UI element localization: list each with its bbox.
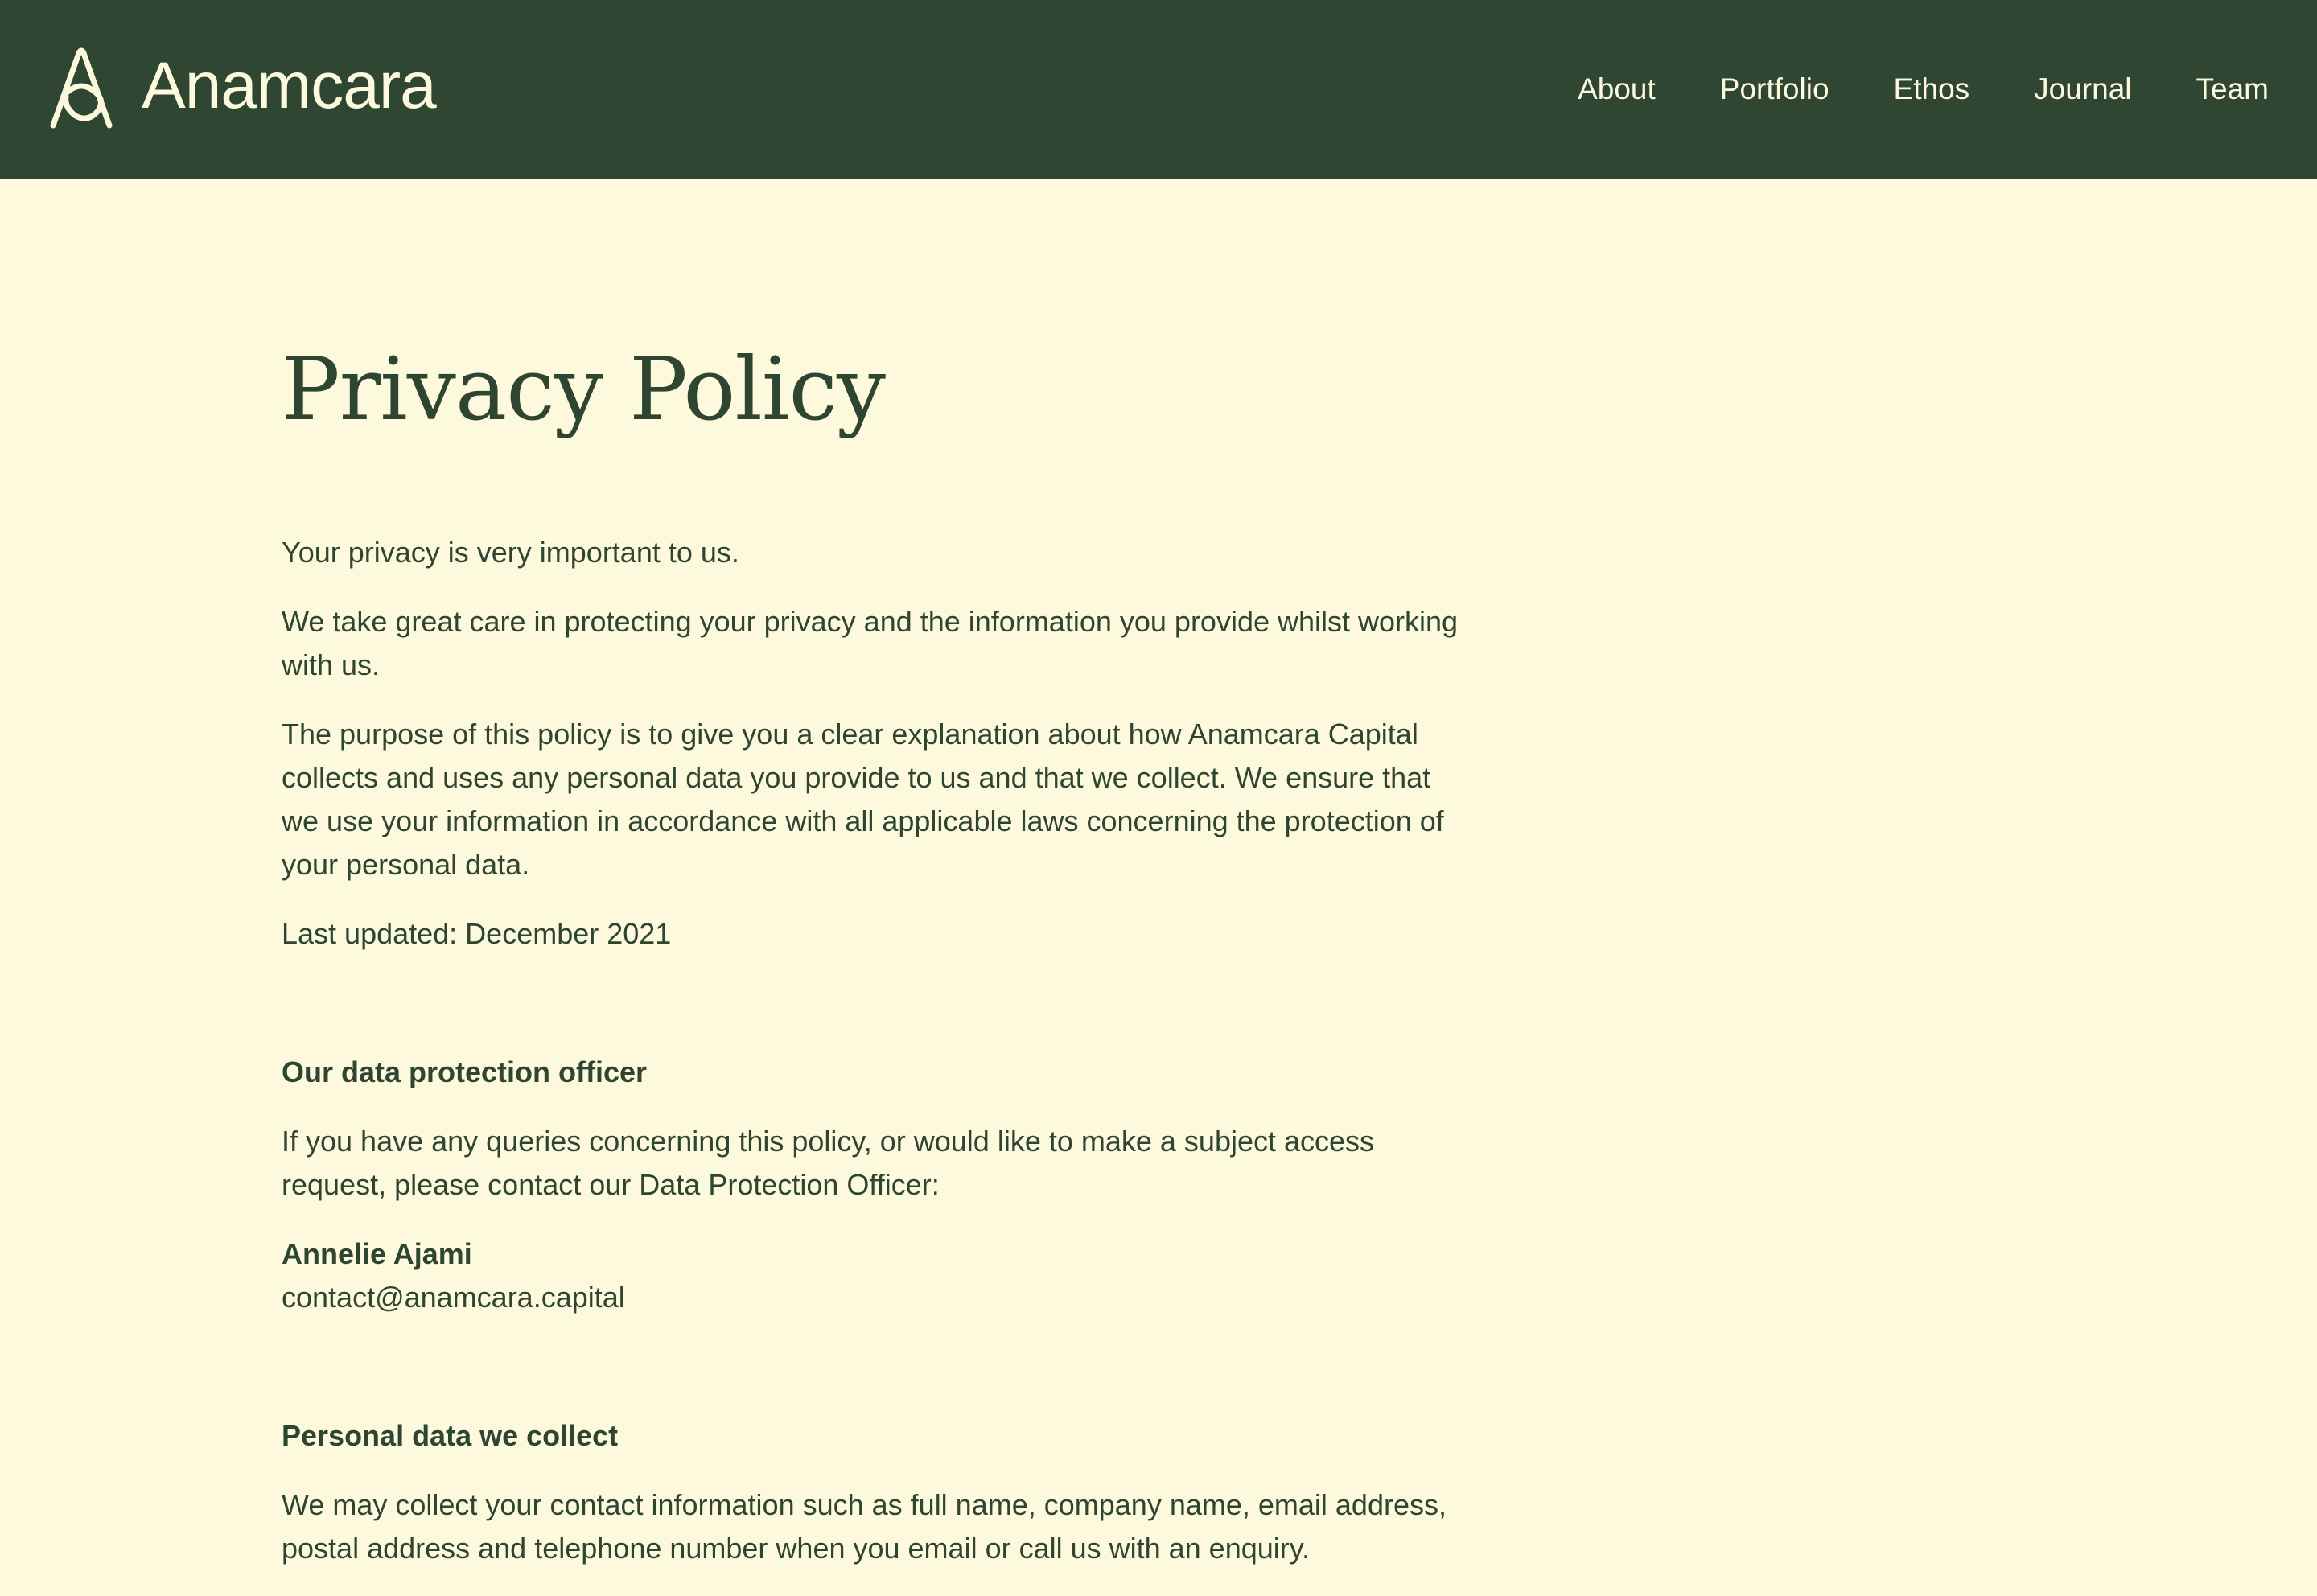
nav-about[interactable]: About — [1578, 72, 1656, 105]
brand-logo-link[interactable] — [47, 45, 436, 130]
site-header — [0, 0, 2317, 179]
nav-ethos[interactable]: Ethos — [1893, 72, 1970, 105]
page-content — [282, 338, 1472, 1596]
intro-paragraph: Your privacy is very important to us. — [282, 536, 739, 569]
last-updated: Last updated: December 2021 — [282, 917, 672, 950]
nav-portfolio[interactable]: Portfolio — [1719, 72, 1829, 105]
personal-data-heading: Personal data we collect — [282, 1419, 619, 1452]
anamcara-logo-icon — [47, 45, 116, 130]
dpo-name: Annelie Ajami — [282, 1237, 472, 1270]
nav-team[interactable]: Team — [2196, 72, 2269, 105]
personal-data-body: We may collect your contact information such as full name, company name, email address, postal address and telephone number when you email or call us with an enquiry. — [282, 1488, 1447, 1565]
brand-name: Anamcara — [142, 49, 436, 122]
page-title: Privacy Policy — [282, 339, 885, 440]
personal-data-section — [282, 1414, 1472, 1570]
intro-paragraph: The purpose of this policy is to give you a clear explanation about how Anamcara Capital collects and uses any personal data you provide to us and that we collect. We ensure that we use your information in accordance with all applicable laws concerning the protection of your personal data. — [282, 718, 1444, 881]
dpo-body: If you have any queries concerning this policy, or would like to make a subject access request, please contact our Data Protection Officer: — [282, 1125, 1375, 1201]
intro-section — [282, 531, 1472, 956]
dpo-heading: Our data protection officer — [282, 1055, 648, 1088]
intro-paragraph: We take great care in protecting your privacy and the information you provide whilst working with us. — [282, 605, 1459, 681]
dpo-email-link[interactable]: contact@anamcara.capital — [282, 1281, 625, 1314]
main-nav — [1513, 69, 2269, 109]
dpo-section — [282, 1051, 1472, 1319]
nav-journal[interactable]: Journal — [2034, 72, 2132, 105]
dpo-contact — [282, 1232, 1472, 1319]
